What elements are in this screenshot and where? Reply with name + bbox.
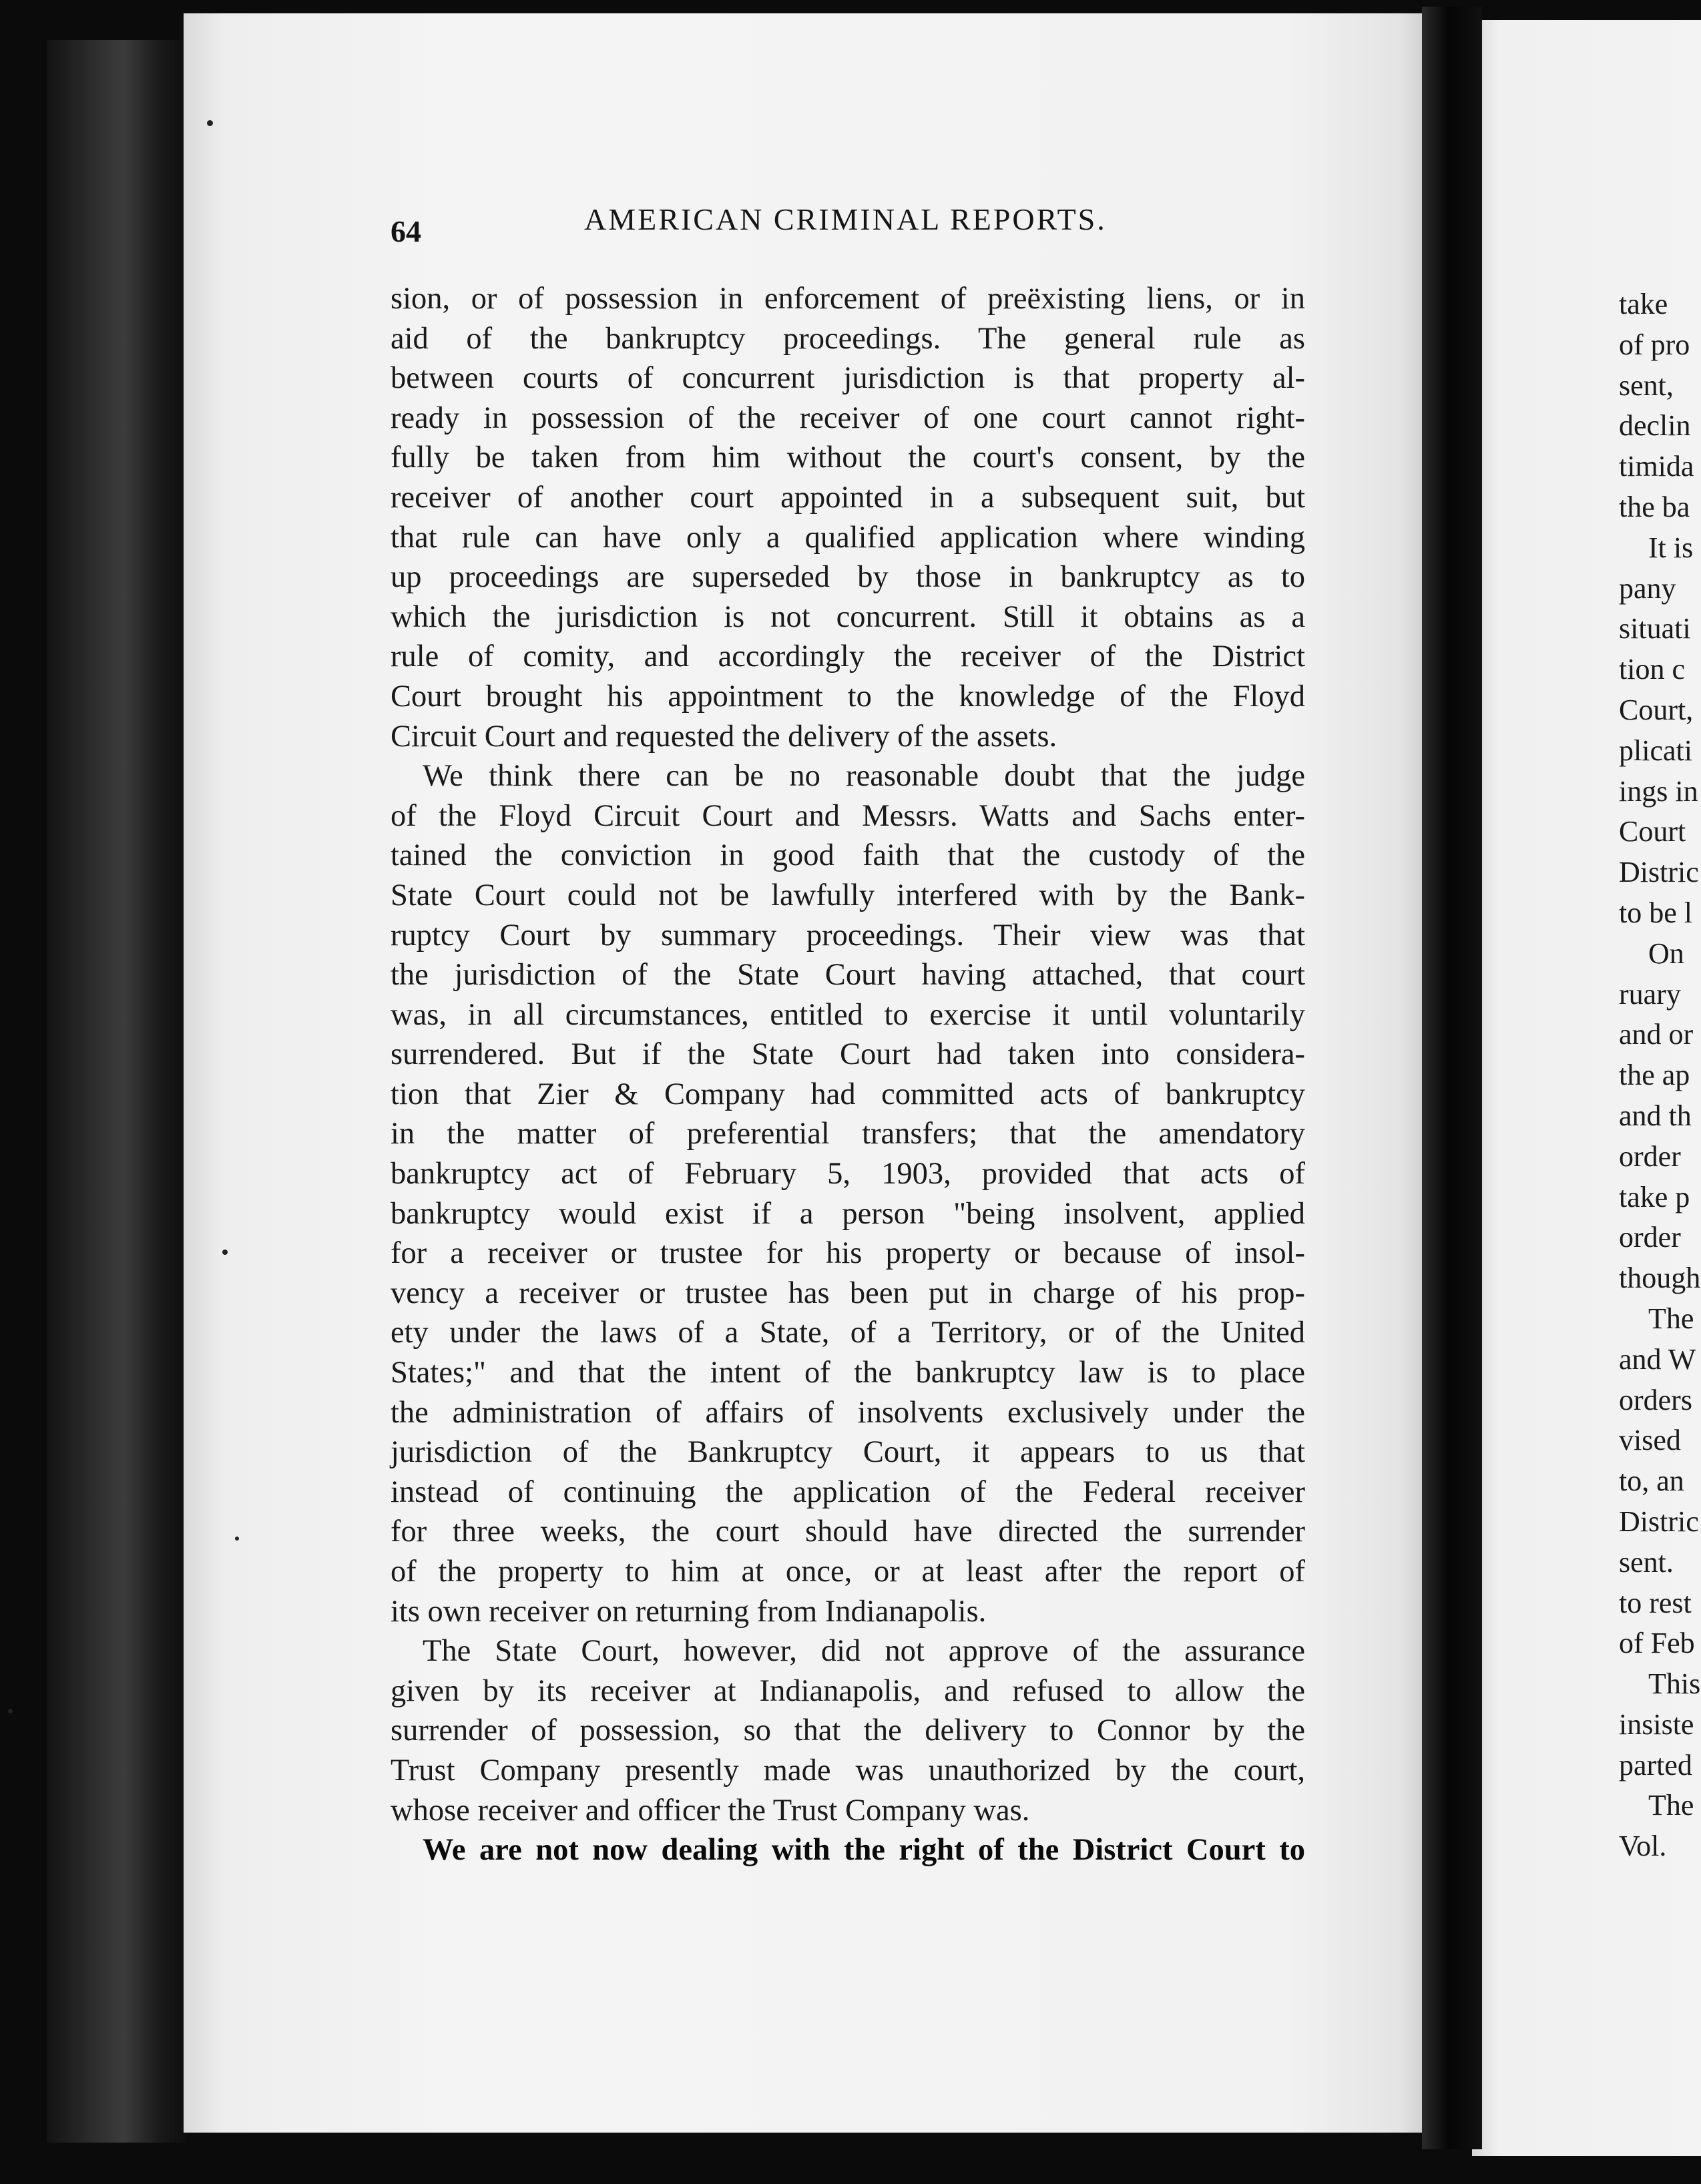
text-line: aid of the bankruptcy proceedings. The general rule as	[391, 321, 1305, 356]
text-line: State Court could not be lawfully interfered with by the Bank-	[391, 878, 1305, 912]
text-line-fragment: to rest	[1619, 1586, 1692, 1619]
text-line: which the jurisdiction is not concurrent. Still it obtains as a	[391, 599, 1305, 634]
text-line-fragment: plicati	[1619, 734, 1692, 767]
scan-speck	[235, 1537, 239, 1541]
text-line-fragment: to, an	[1619, 1464, 1684, 1498]
text-line-fragment: Vol.	[1619, 1830, 1667, 1863]
text-line-fragment: tion c	[1619, 653, 1685, 686]
text-line-fragment: Court,	[1619, 693, 1694, 726]
text-line-fragment: vised	[1619, 1424, 1681, 1457]
text-line: vency a receiver or trustee has been put in charge of his prop-	[391, 1276, 1305, 1310]
text-line-fragment: pany	[1619, 571, 1676, 605]
text-line: the administration of affairs of insolvents exclusively under the	[391, 1395, 1305, 1430]
text-line-fragment: of pro	[1619, 328, 1690, 361]
text-line-fragment: though	[1619, 1262, 1701, 1295]
text-line-fragment: of Feb	[1619, 1627, 1695, 1660]
left-page-body-text	[391, 279, 1305, 1870]
text-line: Circuit Court and requested the delivery of the assets.	[391, 719, 1057, 754]
scan-speck	[207, 120, 213, 126]
text-line: ety under the laws of a State, of a Territory, or of the United	[391, 1316, 1305, 1350]
text-line: rule of comity, and accordingly the receiver of the District	[391, 639, 1305, 674]
text-line-fragment: On	[1648, 936, 1684, 970]
text-line-fragment: The	[1648, 1789, 1694, 1822]
text-line-fragment: It is	[1648, 531, 1694, 564]
text-line: The State Court, however, did not approve of the assurance	[423, 1634, 1305, 1669]
text-line: up proceedings are superseded by those in bankruptcy as to	[391, 560, 1305, 595]
text-line: surrender of possession, so that the delivery to Connor by the	[391, 1713, 1305, 1748]
text-line: whose receiver and officer the Trust Company was.	[391, 1793, 1030, 1828]
text-line: sion, or of possession in enforcement of preëxisting liens, or in	[391, 282, 1305, 316]
book-gutter	[1422, 7, 1482, 2149]
text-line-fragment: take	[1619, 288, 1668, 320]
text-line: bankruptcy would exist if a person "being insolvent, applied	[391, 1196, 1305, 1231]
text-line: instead of continuing the application of the Federal receiver	[391, 1474, 1305, 1509]
text-line-fragment: Distric	[1619, 1505, 1699, 1538]
text-line-fragment: declin	[1619, 409, 1691, 443]
text-line-fragment: This	[1648, 1667, 1701, 1701]
text-line-fragment: timida	[1619, 450, 1694, 483]
text-line: ready in possession of the receiver of one court cannot right-	[391, 400, 1305, 435]
running-head	[391, 202, 1325, 248]
right-page-body-text	[1619, 284, 1701, 1867]
text-line: tained the conviction in good faith that the custody of the	[391, 838, 1305, 873]
scan-speck	[8, 1709, 13, 1713]
text-line: between courts of concurrent jurisdiction is that property al-	[391, 361, 1305, 396]
text-line-fragment: parted	[1619, 1748, 1692, 1782]
text-line-fragment: insiste	[1619, 1707, 1694, 1741]
text-line: of the property to him at once, or at least after the report of	[391, 1555, 1305, 1589]
text-line: bankruptcy act of February 5, 1903, provided that acts of	[391, 1157, 1305, 1191]
text-line: Trust Company presently made was unauthorized by the court,	[391, 1753, 1305, 1788]
text-line: for a receiver or trustee for his property or because of insol-	[391, 1236, 1305, 1271]
text-line-fragment: Distric	[1619, 856, 1699, 889]
text-line: ruptcy Court by summary proceedings. Their view was that	[391, 918, 1305, 952]
text-line: for three weeks, the court should have directed the surrender	[391, 1515, 1305, 1549]
text-line-fragment: the ba	[1619, 490, 1690, 523]
text-line-fragment: situati	[1619, 612, 1691, 645]
running-title: AMERICAN CRIMINAL REPORTS.	[584, 202, 1107, 236]
text-line: receiver of another court appointed in a subsequent suit, but	[391, 480, 1305, 515]
text-line-fragment: to be l	[1619, 896, 1692, 929]
text-line: in the matter of preferential transfers; that the amendatory	[391, 1117, 1305, 1151]
text-line-fragment: ruary	[1619, 977, 1681, 1011]
text-line-fragment: the ap	[1619, 1059, 1690, 1092]
text-line-fragment: sent,	[1619, 368, 1674, 402]
scan-speck	[222, 1250, 228, 1255]
text-line-fragment: and or	[1619, 1018, 1694, 1051]
text-line-fragment: orders	[1619, 1383, 1692, 1416]
text-line: the jurisdiction of the State Court having attached, that court	[391, 958, 1305, 993]
text-line: tion that Zier & Company had committed acts of bankruptcy	[391, 1077, 1305, 1111]
text-line: States;" and that the intent of the bankruptcy law is to place	[391, 1356, 1305, 1390]
page-number: 64	[391, 214, 421, 248]
text-line: surrendered. But if the State Court had taken into considera-	[391, 1037, 1305, 1072]
text-line: We think there can be no reasonable doubt that the judge	[423, 759, 1305, 794]
book-fore-edge	[47, 40, 187, 2143]
text-line-fragment: and th	[1619, 1099, 1692, 1132]
text-line-fragment: and W	[1619, 1342, 1696, 1376]
text-line-fragment: order	[1619, 1139, 1681, 1173]
text-line-fragment: Court	[1619, 815, 1686, 848]
text-line-fragment: order	[1619, 1221, 1681, 1254]
text-line: of the Floyd Circuit Court and Messrs. Watts and Sachs enter-	[391, 798, 1305, 833]
text-line: fully be taken from him without the court's consent, by the	[391, 441, 1305, 475]
text-line-fragment: The	[1648, 1302, 1694, 1335]
text-line-fragment: take p	[1619, 1180, 1690, 1213]
text-line: We are not now dealing with the right of the District Court to	[423, 1833, 1305, 1868]
text-line: Court brought his appointment to the knowledge of the Floyd	[391, 679, 1305, 714]
text-line: given by its receiver at Indianapolis, and refused to allow the	[391, 1673, 1305, 1708]
text-line: its own receiver on returning from Indianapolis.	[391, 1594, 987, 1629]
text-line: was, in all circumstances, entitled to exercise it until voluntarily	[391, 997, 1305, 1032]
text-line-fragment: sent.	[1619, 1545, 1674, 1579]
text-line-fragment: ings in	[1619, 774, 1698, 808]
text-line: that rule can have only a qualified application where winding	[391, 520, 1305, 555]
text-line: jurisdiction of the Bankruptcy Court, it appears to us that	[391, 1435, 1305, 1470]
